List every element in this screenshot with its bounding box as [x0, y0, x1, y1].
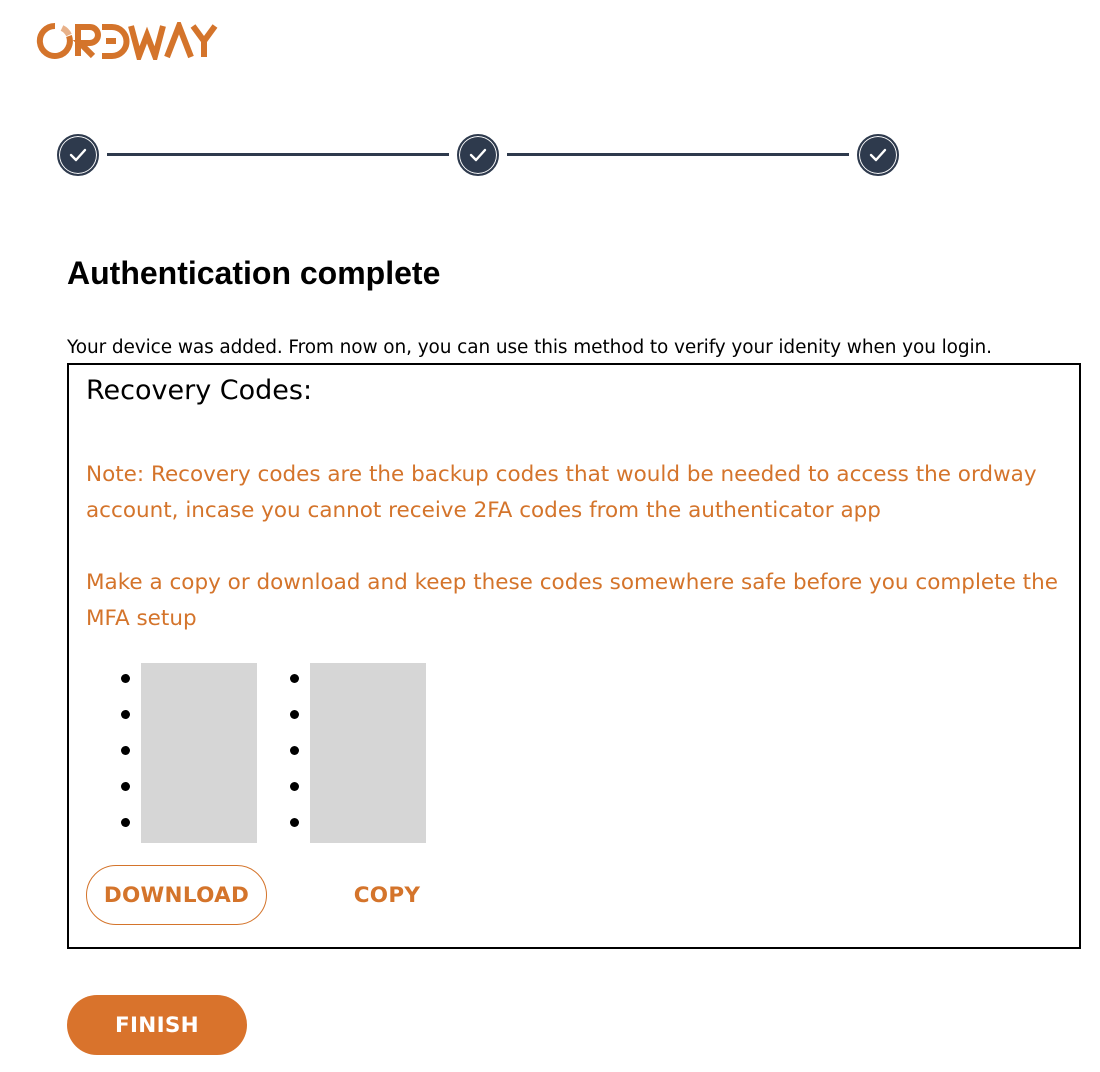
progress-stepper [57, 134, 899, 176]
step-1-complete [57, 134, 99, 176]
copy-button[interactable]: COPY [327, 865, 447, 925]
bullet-icon [290, 746, 299, 755]
redacted-codes [310, 663, 426, 843]
bullet-icon [121, 710, 130, 719]
recovery-codes-heading: Recovery Codes: [86, 375, 313, 406]
recovery-note: Note: Recovery codes are the backup codes that would be needed to access the ordway account, incase you cannot receive 2FA codes from the authenticator app [86, 462, 1037, 523]
check-icon [69, 147, 87, 163]
ordway-logo-mark [36, 22, 218, 60]
step-connector [507, 153, 849, 156]
bullet-icon [290, 818, 299, 827]
bullet-icon [290, 782, 299, 791]
check-icon [469, 147, 487, 163]
bullet-icon [290, 710, 299, 719]
recovery-instructions: Make a copy or download and keep these codes somewhere safe before you complete the MFA setup [86, 570, 1058, 631]
bullet-icon [121, 746, 130, 755]
step-2-complete [457, 134, 499, 176]
step-connector [107, 153, 449, 156]
intro-text: Your device was added. From now on, you can use this method to verify your idenity when you login. [67, 337, 992, 358]
step-3-complete [857, 134, 899, 176]
recovery-codes-panel [67, 363, 1081, 949]
finish-button[interactable]: FINISH [67, 995, 247, 1055]
check-icon [869, 147, 887, 163]
bullet-icon [121, 818, 130, 827]
download-button[interactable]: DOWNLOAD [86, 865, 267, 925]
bullet-icon [121, 674, 130, 683]
bullet-icon [121, 782, 130, 791]
ordway-logo [36, 22, 218, 60]
page-title: Authentication complete [67, 255, 441, 291]
redacted-codes [141, 663, 257, 843]
bullet-icon [290, 674, 299, 683]
